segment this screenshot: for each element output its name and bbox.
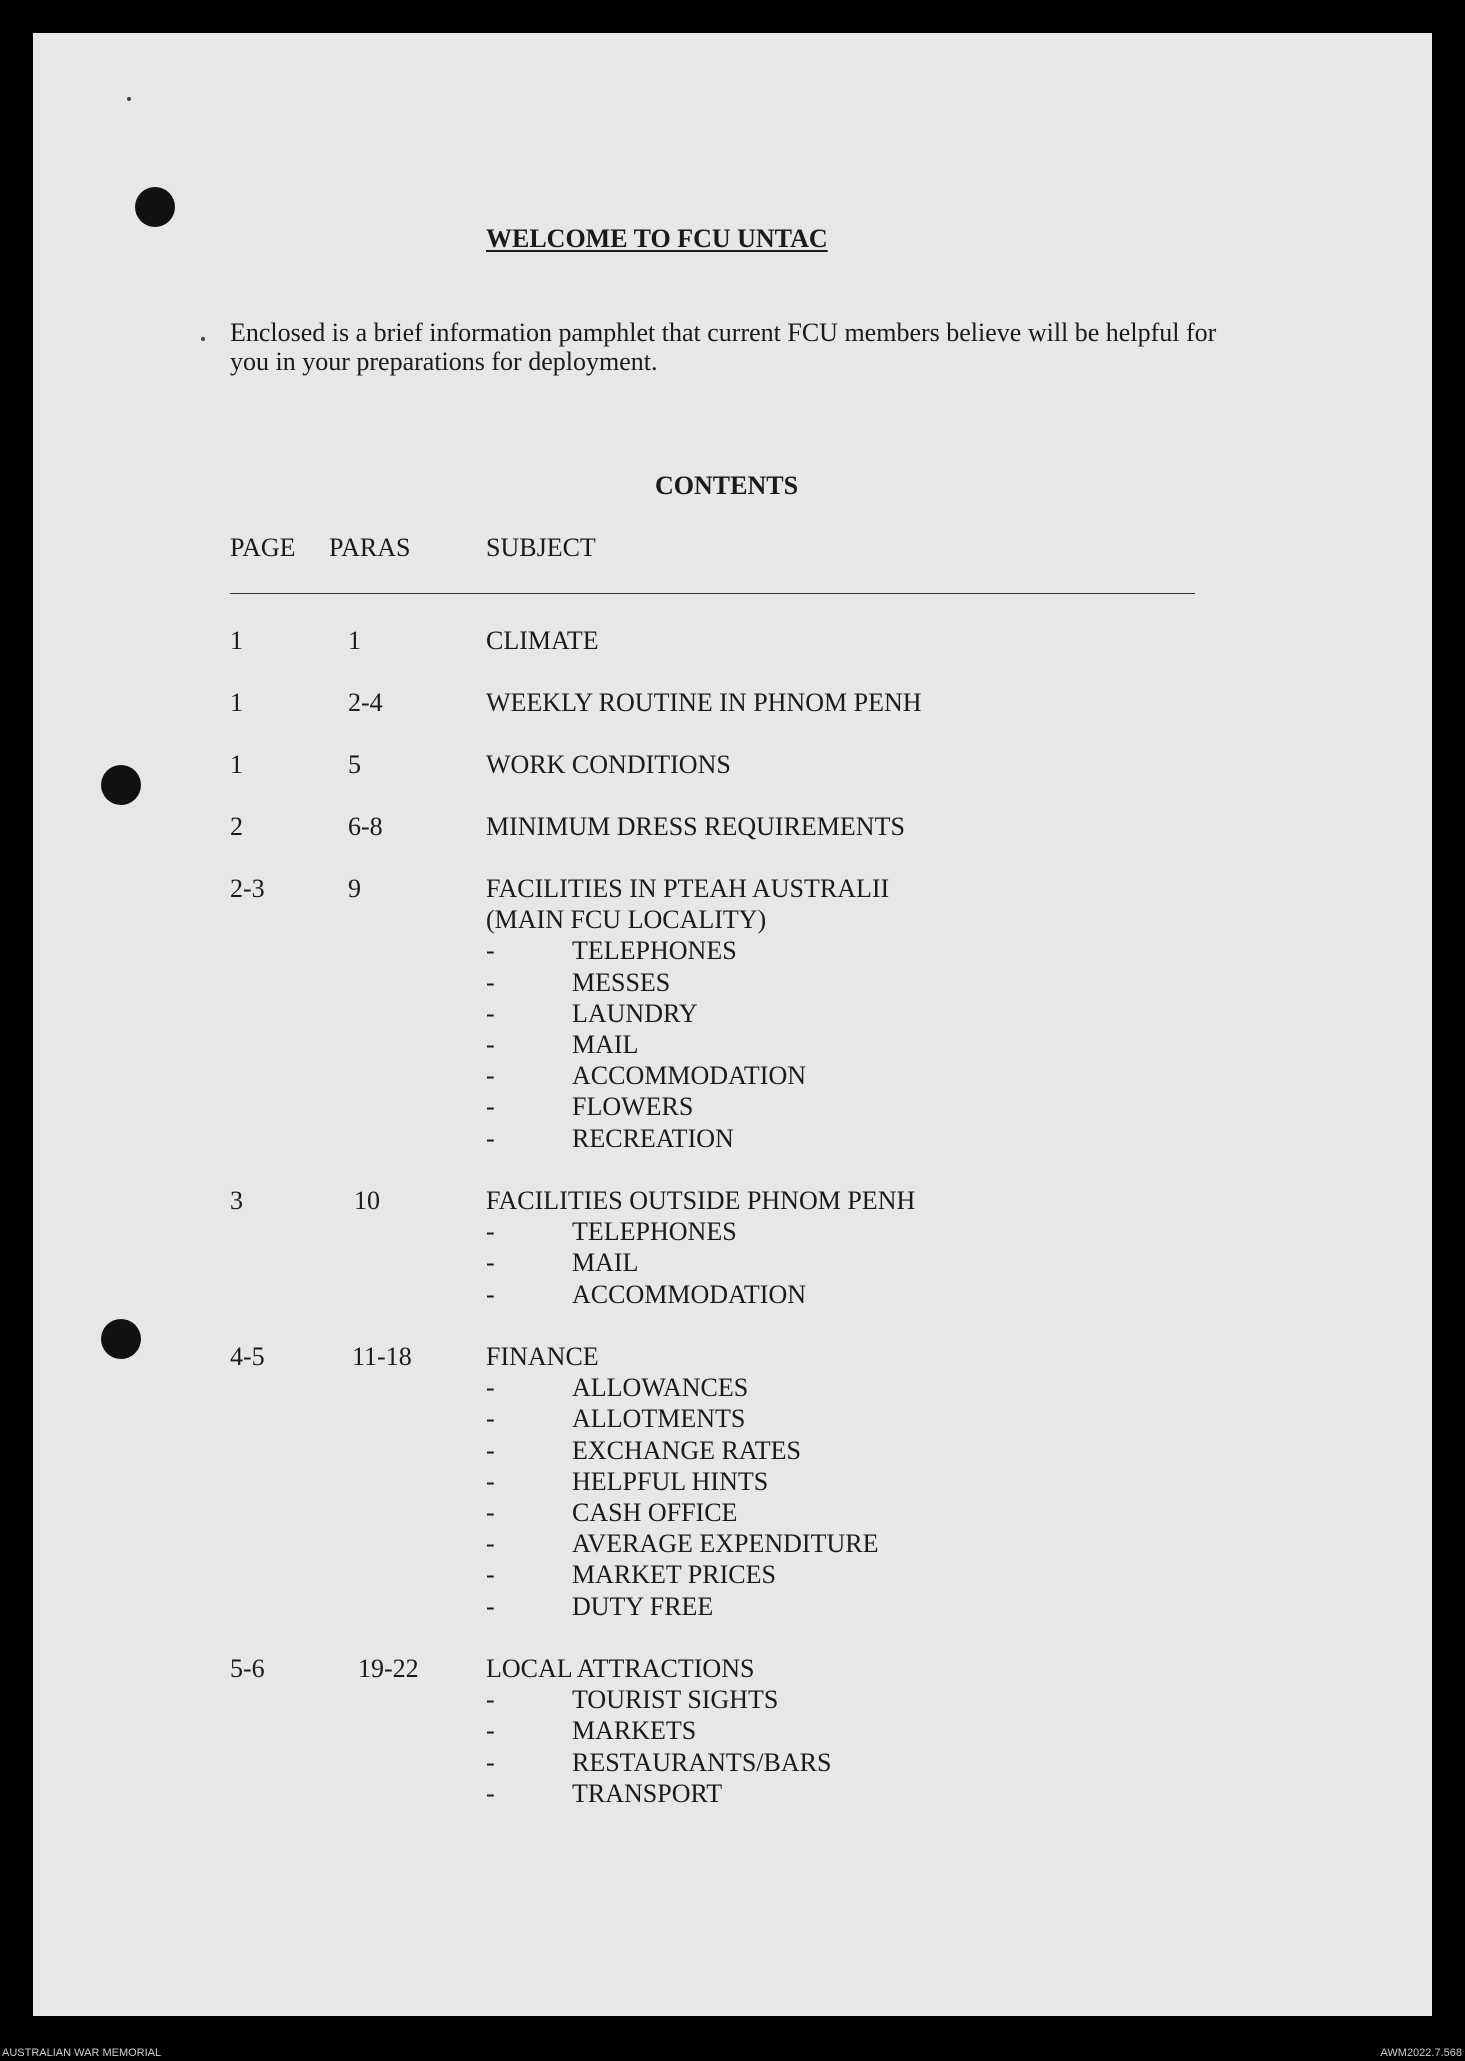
header-divider bbox=[230, 593, 1195, 594]
sub-item-label: TRANSPORT bbox=[572, 1779, 723, 1808]
sub-item-label: AVERAGE EXPENDITURE bbox=[572, 1529, 879, 1558]
punch-hole bbox=[135, 187, 175, 227]
entry-subject: LOCAL ATTRACTIONS bbox=[486, 1654, 755, 1683]
punch-hole bbox=[101, 1319, 141, 1359]
sub-item-dash: - bbox=[486, 1498, 495, 1527]
sub-item-label: TOURIST SIGHTS bbox=[572, 1685, 779, 1714]
sub-item-dash: - bbox=[486, 968, 495, 997]
entry-page: 3 bbox=[230, 1186, 243, 1215]
sub-item-label: TELEPHONES bbox=[572, 1217, 737, 1246]
sub-item-label: DUTY FREE bbox=[572, 1592, 714, 1621]
sub-item-dash: - bbox=[486, 1467, 495, 1496]
sub-item-dash: - bbox=[486, 1061, 495, 1090]
sub-item-label: TELEPHONES bbox=[572, 936, 737, 965]
sub-item-label: LAUNDRY bbox=[572, 999, 698, 1028]
sub-item-dash: - bbox=[486, 1217, 495, 1246]
entry-subject: CLIMATE bbox=[486, 626, 599, 655]
entry-paras: 11-18 bbox=[352, 1342, 412, 1371]
entry-subject: FINANCE bbox=[486, 1342, 599, 1371]
entry-page: 1 bbox=[230, 750, 243, 779]
column-header-subject: SUBJECT bbox=[486, 533, 596, 562]
sub-item-dash: - bbox=[486, 1592, 495, 1621]
entry-subject: MINIMUM DRESS REQUIREMENTS bbox=[486, 812, 905, 841]
sub-item-dash: - bbox=[486, 999, 495, 1028]
punch-hole bbox=[101, 765, 141, 805]
intro-line-2: you in your preparations for deployment. bbox=[230, 347, 658, 376]
sub-item-label: EXCHANGE RATES bbox=[572, 1436, 801, 1465]
sub-item-label: RECREATION bbox=[572, 1124, 734, 1153]
contents-heading: CONTENTS bbox=[655, 471, 799, 500]
sub-item-dash: - bbox=[486, 1030, 495, 1059]
intro-line-1: Enclosed is a brief information pamphlet that current FCU members believe will be helpful for bbox=[230, 318, 1217, 347]
sub-item-dash: - bbox=[486, 1124, 495, 1153]
sub-item-dash: - bbox=[486, 1092, 495, 1121]
entry-page: 2 bbox=[230, 812, 243, 841]
entry-page: 2-3 bbox=[230, 874, 265, 903]
sub-item-dash: - bbox=[486, 936, 495, 965]
sub-item-label: ALLOWANCES bbox=[572, 1373, 749, 1402]
sub-item-dash: - bbox=[486, 1779, 495, 1808]
sub-item-label: MESSES bbox=[572, 968, 671, 997]
entry-page: 1 bbox=[230, 626, 243, 655]
sub-item-dash: - bbox=[486, 1560, 495, 1589]
sub-item-label: MARKET PRICES bbox=[572, 1560, 776, 1589]
sub-item-label: MAIL bbox=[572, 1030, 639, 1059]
entry-page: 5-6 bbox=[230, 1654, 265, 1683]
entry-subject: FACILITIES IN PTEAH AUSTRALII bbox=[486, 874, 890, 903]
page-title: WELCOME TO FCU UNTAC bbox=[486, 224, 828, 253]
sub-item-dash: - bbox=[486, 1716, 495, 1745]
column-header-paras: PARAS bbox=[329, 533, 411, 562]
entry-page: 4-5 bbox=[230, 1342, 265, 1371]
entry-page: 1 bbox=[230, 688, 243, 717]
entry-subject: FACILITIES OUTSIDE PHNOM PENH bbox=[486, 1186, 916, 1215]
sub-item-dash: - bbox=[486, 1248, 495, 1277]
sub-item-label: HELPFUL HINTS bbox=[572, 1467, 769, 1496]
entry-paras: 10 bbox=[354, 1186, 380, 1215]
sub-item-dash: - bbox=[486, 1280, 495, 1309]
entry-subject: WEEKLY ROUTINE IN PHNOM PENH bbox=[486, 688, 922, 717]
sub-item-dash: - bbox=[486, 1529, 495, 1558]
paper-speck bbox=[127, 97, 131, 101]
sub-item-dash: - bbox=[486, 1373, 495, 1402]
sub-item-dash: - bbox=[486, 1748, 495, 1777]
entry-paras: 6-8 bbox=[348, 812, 383, 841]
entry-paras: 9 bbox=[348, 874, 361, 903]
entry-paras: 5 bbox=[348, 750, 361, 779]
sub-item-label: ALLOTMENTS bbox=[572, 1404, 746, 1433]
sub-item-label: MAIL bbox=[572, 1248, 639, 1277]
sub-item-label: CASH OFFICE bbox=[572, 1498, 738, 1527]
sub-item-dash: - bbox=[486, 1436, 495, 1465]
footer-right: AWM2022.7.568 bbox=[1380, 2047, 1462, 2059]
sub-item-label: ACCOMMODATION bbox=[572, 1061, 807, 1090]
sub-item-label: FLOWERS bbox=[572, 1092, 694, 1121]
sub-item-dash: - bbox=[486, 1685, 495, 1714]
sub-item-label: RESTAURANTS/BARS bbox=[572, 1748, 832, 1777]
entry-paras: 1 bbox=[348, 626, 361, 655]
sub-item-dash: - bbox=[486, 1404, 495, 1433]
footer-left: AUSTRALIAN WAR MEMORIAL bbox=[2, 2047, 162, 2059]
entry-subject-continued: (MAIN FCU LOCALITY) bbox=[486, 905, 767, 935]
entry-paras: 2-4 bbox=[348, 688, 383, 717]
sub-item-label: ACCOMMODATION bbox=[572, 1280, 807, 1309]
entry-subject: WORK CONDITIONS bbox=[486, 750, 731, 779]
paper-speck bbox=[201, 337, 205, 341]
column-header-page: PAGE bbox=[230, 533, 296, 562]
entry-paras: 19-22 bbox=[358, 1654, 419, 1683]
sub-item-label: MARKETS bbox=[572, 1716, 697, 1745]
